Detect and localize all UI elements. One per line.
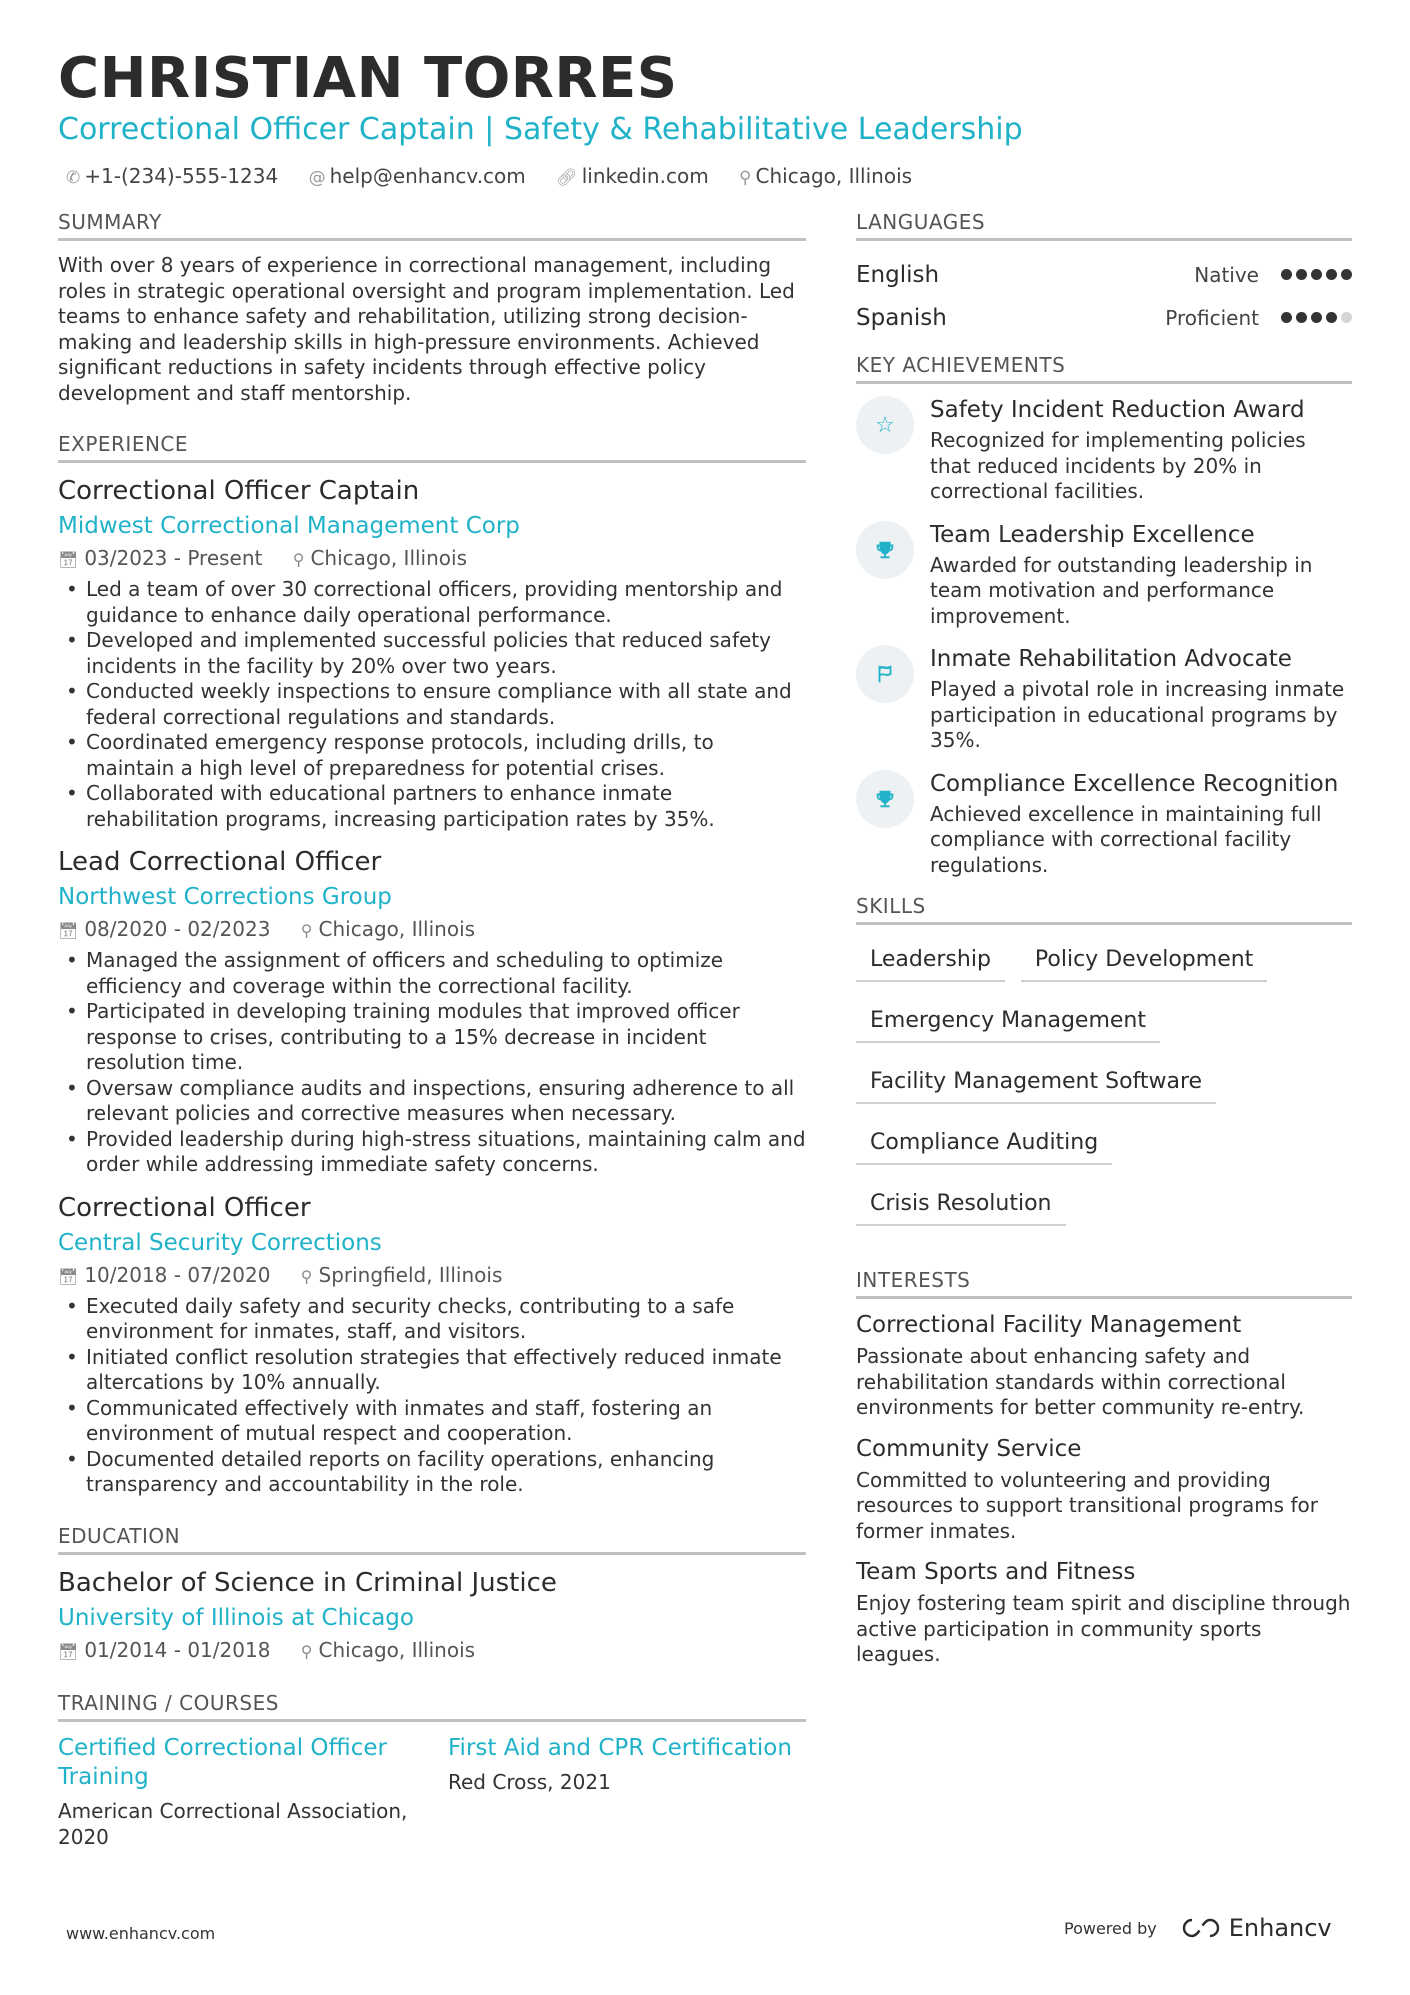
contact-location-text: Chicago, Illinois <box>755 164 913 188</box>
location-pin-icon: ⚲ <box>300 1641 313 1661</box>
language-rating <box>1277 265 1352 284</box>
school-name[interactable]: University of Illinois at Chicago <box>58 1604 414 1631</box>
skill-tag: Policy Development <box>1021 937 1267 982</box>
rating-dot-filled <box>1326 269 1337 280</box>
achievement-title: Inmate Rehabilitation Advocate <box>930 646 1292 672</box>
education-meta <box>58 1637 806 1665</box>
education-heading: EDUCATION <box>58 1524 806 1555</box>
job-dates: 10/2018 - 07/2020 <box>84 1262 271 1287</box>
course-title[interactable]: First Aid and CPR Certification <box>448 1734 792 1761</box>
job-bullet: • Participated in developing training modules that improved officer response to crises, contributing to a 15% decrease in incident resolution time. <box>86 999 806 1076</box>
summary-text: With over 8 years of experience in correctional management, including roles in strategic operational oversight and program implementation. Led teams to enhance safety and rehabilitation, utilizing strong decision-making and leadership skills in high-pressure environments. Achieved significant reductions in safety incidents through effective policy development and staff mentorship. <box>58 253 795 405</box>
job-bullet: • Provided leadership during high-stress situations, maintaining calm and order while addressing immediate safety concerns. <box>86 1127 806 1178</box>
job-bullet: • Managed the assignment of officers and scheduling to optimize efficiency and coverage within the correctional facility. <box>86 948 806 999</box>
job-bullet: • Documented detailed reports on facility operations, enhancing transparency and accountability in the role. <box>86 1447 806 1498</box>
enhancv-logo-icon <box>1181 1917 1221 1939</box>
location-pin-icon: ⚲ <box>300 921 313 940</box>
interest-desc: Enjoy fostering team spirit and discipline through active participation in community sports leagues. <box>856 1591 1351 1666</box>
location-pin-icon: ⚲ <box>739 168 752 188</box>
calendar-icon: 📅︎ <box>58 1641 79 1661</box>
summary-heading: SUMMARY <box>58 210 806 241</box>
language-item <box>856 253 1352 296</box>
trophy-icon <box>856 521 914 579</box>
job-bullet: • Coordinated emergency response protocols, including drills, to maintain a high level of preparedness for potential crises. <box>86 730 806 781</box>
interest-item <box>856 1435 1352 1545</box>
job-title: Correctional Officer <box>58 1192 311 1223</box>
interest-title: Team Sports and Fitness <box>856 1559 1136 1585</box>
rating-dot-filled <box>1296 312 1307 323</box>
company-name[interactable]: Northwest Corrections Group <box>58 884 392 910</box>
achievement-item <box>856 645 1352 754</box>
job-bullet: • Conducted weekly inspections to ensure compliance with all state and federal correctional regulations and standards. <box>86 679 806 730</box>
job-bullet: • Collaborated with educational partners to enhance inmate rehabilitation programs, increasing participation rates by 35%. <box>86 781 806 832</box>
location-pin-icon: ⚲ <box>300 1266 313 1286</box>
course-item <box>448 1734 806 1850</box>
footer-website[interactable]: www.enhancv.com <box>66 1924 216 1943</box>
achievement-title: Compliance Excellence Recognition <box>930 770 1339 797</box>
skills-list <box>856 937 1352 1242</box>
company-name[interactable]: Central Security Corrections <box>58 1229 382 1256</box>
language-level: Proficient <box>1165 305 1259 330</box>
job-meta <box>58 545 806 573</box>
skill-tag: Compliance Auditing <box>856 1120 1112 1165</box>
job-title: Lead Correctional Officer <box>58 847 382 877</box>
candidate-name: CHRISTIAN TORRES <box>58 46 678 111</box>
rating-dot-filled <box>1311 269 1322 280</box>
job-bullets <box>58 948 806 1178</box>
languages-heading: LANGUAGES <box>856 210 1352 241</box>
rating-dot-filled <box>1311 312 1322 323</box>
course-provider: Red Cross, 2021 <box>448 1769 611 1794</box>
contact-phone-text: +1-(234)-555-1234 <box>84 164 279 188</box>
job-bullet: • Communicated effectively with inmates and staff, fostering an environment of mutual respect and cooperation. <box>86 1396 806 1447</box>
interest-item <box>856 1558 1352 1668</box>
job-title: Correctional Officer Captain <box>58 476 420 506</box>
phone-icon: ✆ <box>66 168 81 188</box>
course-provider: American Correctional Association, 2020 <box>58 1798 408 1849</box>
brand-name: Enhancv <box>1228 1914 1332 1942</box>
job-location: Chicago, Illinois <box>318 917 476 941</box>
contact-email[interactable] <box>309 164 526 188</box>
job-meta <box>58 1262 806 1290</box>
job-bullet: • Executed daily safety and security checks, contributing to a safe environment for inmates, staff, and visitors. <box>86 1294 806 1345</box>
at-icon: @ <box>308 168 326 188</box>
language-item <box>856 296 1352 339</box>
contact-email-text: help@enhancv.com <box>329 164 526 188</box>
interest-desc: Committed to volunteering and providing resources to support transitional programs for former inmates. <box>856 1467 1318 1543</box>
rating-dot-filled <box>1281 269 1292 280</box>
interest-title: Community Service <box>856 1435 1082 1462</box>
job-location: Chicago, Illinois <box>310 546 468 570</box>
trophy-icon <box>856 770 914 828</box>
job-bullet: • Led a team of over 30 correctional officers, providing mentorship and guidance to enhance daily operational performance. <box>86 577 806 628</box>
course-list <box>58 1734 806 1850</box>
achievement-title: Team Leadership Excellence <box>930 521 1255 548</box>
star-icon: ☆ <box>856 396 914 454</box>
footer-powered-by[interactable] <box>1064 1914 1332 1942</box>
course-title[interactable]: Certified Correctional Officer Training <box>58 1734 387 1790</box>
location-pin-icon: ⚲ <box>292 550 305 569</box>
skill-tag: Leadership <box>856 937 1005 982</box>
skill-tag: Emergency Management <box>856 998 1160 1043</box>
education-entry <box>58 1567 806 1665</box>
left-column <box>58 210 806 1850</box>
skills-heading: SKILLS <box>856 894 1352 925</box>
achievement-desc: Played a pivotal role in increasing inmate participation in educational programs by 35%. <box>930 677 1345 752</box>
calendar-icon: 📅︎ <box>58 1266 79 1286</box>
job-bullets <box>58 1294 806 1498</box>
language-name: English <box>856 261 940 288</box>
job-entry <box>58 846 806 1178</box>
job-meta <box>58 916 806 944</box>
job-bullets <box>58 577 806 832</box>
powered-by-label: Powered by <box>1064 1918 1157 1938</box>
achievement-desc: Awarded for outstanding leadership in team motivation and performance improvement. <box>930 552 1313 628</box>
achievement-item <box>856 521 1352 630</box>
language-rating <box>1277 308 1352 327</box>
candidate-headline: Correctional Officer Captain | Safety & Rehabilitative Leadership <box>58 112 1023 147</box>
contact-bar <box>66 164 936 188</box>
company-name[interactable]: Midwest Correctional Management Corp <box>58 513 520 539</box>
course-item <box>58 1734 448 1850</box>
right-column <box>856 210 1352 1682</box>
calendar-icon: 📅︎ <box>58 921 79 940</box>
experience-heading: EXPERIENCE <box>58 432 806 463</box>
calendar-icon: 📅︎ <box>58 550 79 569</box>
interest-title: Correctional Facility Management <box>856 1312 1242 1338</box>
education-location: Chicago, Illinois <box>318 1637 476 1662</box>
job-bullet: • Initiated conflict resolution strategies that effectively reduced inmate altercations by 10% annually. <box>86 1345 806 1396</box>
training-heading: TRAINING / COURSES <box>58 1691 806 1722</box>
education-dates: 01/2014 - 01/2018 <box>84 1637 271 1662</box>
job-location: Springfield, Illinois <box>318 1262 503 1287</box>
interests-heading: INTERESTS <box>856 1268 1352 1299</box>
degree-title: Bachelor of Science in Criminal Justice <box>58 1567 557 1598</box>
skill-tag: Crisis Resolution <box>856 1181 1066 1226</box>
link-icon: 🔗︎ <box>556 168 578 188</box>
interest-desc: Passionate about enhancing safety and rehabilitation standards within correctional environments for better community re-entry. <box>856 1344 1305 1419</box>
rating-dot-filled <box>1281 312 1292 323</box>
job-bullet: • Oversaw compliance audits and inspections, ensuring adherence to all relevant policies and corrective measures when necessary. <box>86 1076 806 1127</box>
flag-icon <box>856 645 914 703</box>
rating-dot-filled <box>1296 269 1307 280</box>
rating-dot-filled <box>1341 269 1352 280</box>
skill-tag: Facility Management Software <box>856 1059 1216 1104</box>
language-level: Native <box>1194 262 1259 287</box>
job-dates: 08/2020 - 02/2023 <box>84 917 271 941</box>
achievement-title: Safety Incident Reduction Award <box>930 397 1305 423</box>
contact-phone[interactable] <box>66 164 278 188</box>
job-dates: 03/2023 - Present <box>84 546 263 570</box>
job-entry <box>58 475 806 832</box>
job-bullet: • Developed and implemented successful policies that reduced safety incidents in the facility by 20% over two years. <box>86 628 806 679</box>
job-entry <box>58 1192 806 1498</box>
rating-dot-filled <box>1326 312 1337 323</box>
contact-linkedin[interactable] <box>556 164 709 188</box>
interest-item <box>856 1311 1352 1421</box>
achievement-desc: Achieved excellence in maintaining full compliance with correctional facility regulations. <box>930 801 1322 877</box>
contact-linkedin-text: linkedin.com <box>581 164 709 188</box>
contact-location <box>739 164 912 188</box>
achievement-desc: Recognized for implementing policies that reduced incidents by 20% in correctional facilities. <box>930 428 1306 503</box>
achievement-item <box>856 770 1352 879</box>
achievements-heading: KEY ACHIEVEMENTS <box>856 353 1352 384</box>
rating-dot-empty <box>1341 312 1352 323</box>
achievement-item <box>856 396 1352 505</box>
language-name: Spanish <box>856 304 947 331</box>
